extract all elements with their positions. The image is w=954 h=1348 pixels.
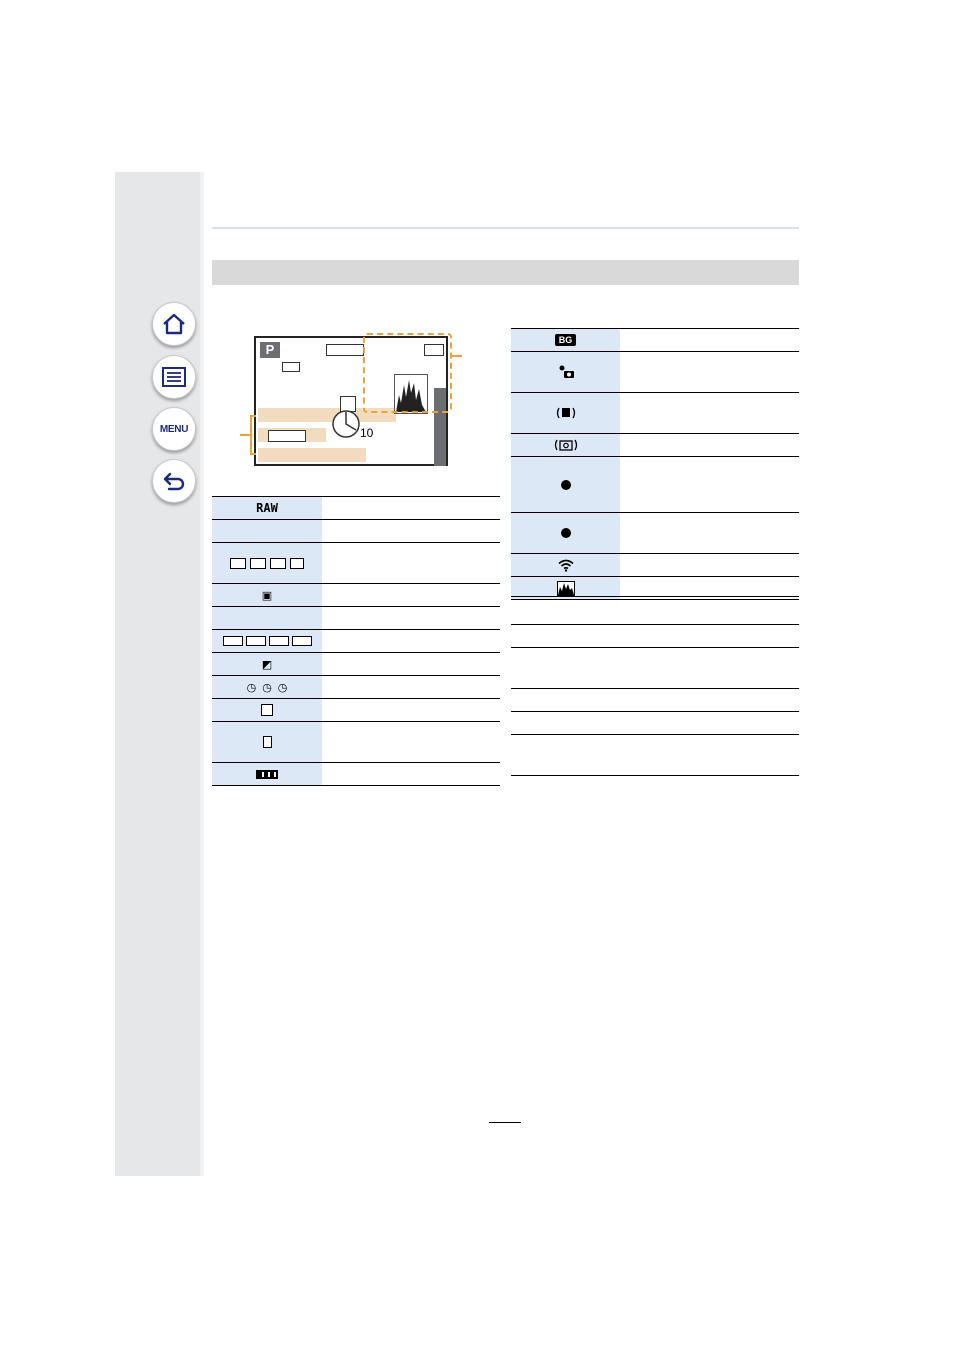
stabilizer-off-icon	[555, 405, 577, 421]
back-button[interactable]	[152, 459, 196, 503]
header-rule	[212, 227, 799, 229]
multi-area-icon	[250, 558, 266, 569]
table-row	[511, 352, 799, 393]
home-button[interactable]	[152, 302, 196, 346]
exposure-meter-icon	[326, 344, 364, 356]
table-row	[212, 699, 500, 722]
table-row	[212, 607, 500, 630]
one-area-icon	[290, 558, 304, 569]
face-eye-icon: ▣	[261, 588, 273, 602]
callout-line-right	[452, 355, 462, 357]
burst-l-icon	[292, 636, 312, 646]
face-detect-icon	[230, 558, 246, 569]
left-icon-table	[212, 496, 500, 786]
lcd-quality-icon	[282, 362, 300, 372]
table-row	[212, 722, 500, 763]
af-mode-icons	[212, 543, 322, 583]
callout-bracket-bottom	[250, 453, 256, 455]
menu-button[interactable]	[152, 407, 196, 451]
self-timer-icons	[212, 676, 322, 698]
lcd-card-icon	[268, 430, 306, 442]
focus-dot-icon	[561, 528, 571, 538]
section-title-bar	[212, 260, 799, 285]
table-row	[212, 763, 500, 786]
shake-alert-icon	[553, 438, 579, 452]
table-row	[212, 520, 500, 543]
table-row	[511, 513, 799, 554]
wifi-icon	[558, 559, 574, 572]
row-icon-cell	[212, 497, 322, 519]
table-row	[511, 597, 799, 625]
table-row	[212, 497, 500, 520]
bg-badge: BG	[555, 334, 577, 346]
menu-label: MENU	[159, 423, 189, 435]
callout-box	[363, 333, 452, 413]
timer-2-icon: ◷	[277, 680, 288, 694]
table-row	[212, 543, 500, 584]
page-number-rule	[489, 1122, 521, 1123]
table-row	[511, 554, 799, 577]
timer-value: 10	[360, 426, 374, 440]
timer-10-3-icon: ◷	[262, 680, 272, 694]
recording-dot-icon	[561, 480, 571, 490]
info-band-3	[258, 448, 366, 462]
right-icon-table	[511, 328, 799, 600]
burst-h-icon	[246, 636, 266, 646]
burst-sh-icon	[223, 636, 243, 646]
sidebar-edge	[200, 172, 204, 1176]
burst-m-icon	[269, 636, 289, 646]
timer-10-icon: ◷	[246, 680, 257, 694]
battery-icon	[256, 770, 278, 779]
table-row	[212, 653, 500, 676]
back-icon	[161, 470, 187, 492]
callout-line-left	[240, 434, 250, 436]
table-row	[511, 329, 799, 352]
card-icon	[263, 736, 272, 748]
table-row	[511, 712, 799, 735]
home-icon	[161, 312, 187, 336]
table-row	[511, 434, 799, 457]
bracket-icon: ◩	[261, 657, 273, 671]
callout-bracket-top	[250, 415, 256, 417]
raw-label: RAW	[256, 501, 278, 515]
time-lapse-icon	[261, 704, 273, 716]
table-row	[511, 457, 799, 513]
table-row	[511, 689, 799, 712]
callout-bracket	[250, 415, 252, 455]
camera-person-icon	[557, 365, 575, 379]
histogram-icon	[557, 581, 575, 596]
custom-multi-icon	[270, 558, 286, 569]
table-row	[511, 648, 799, 689]
table-row	[212, 676, 500, 699]
table-row	[511, 625, 799, 648]
contents-button[interactable]	[152, 355, 196, 399]
table-row	[511, 393, 799, 434]
table-row	[212, 630, 500, 653]
right-lower-table	[511, 596, 799, 776]
table-row	[511, 735, 799, 776]
burst-icons	[212, 630, 322, 652]
mode-indicator: P	[260, 342, 280, 358]
table-row	[212, 584, 500, 607]
list-icon	[161, 366, 187, 388]
